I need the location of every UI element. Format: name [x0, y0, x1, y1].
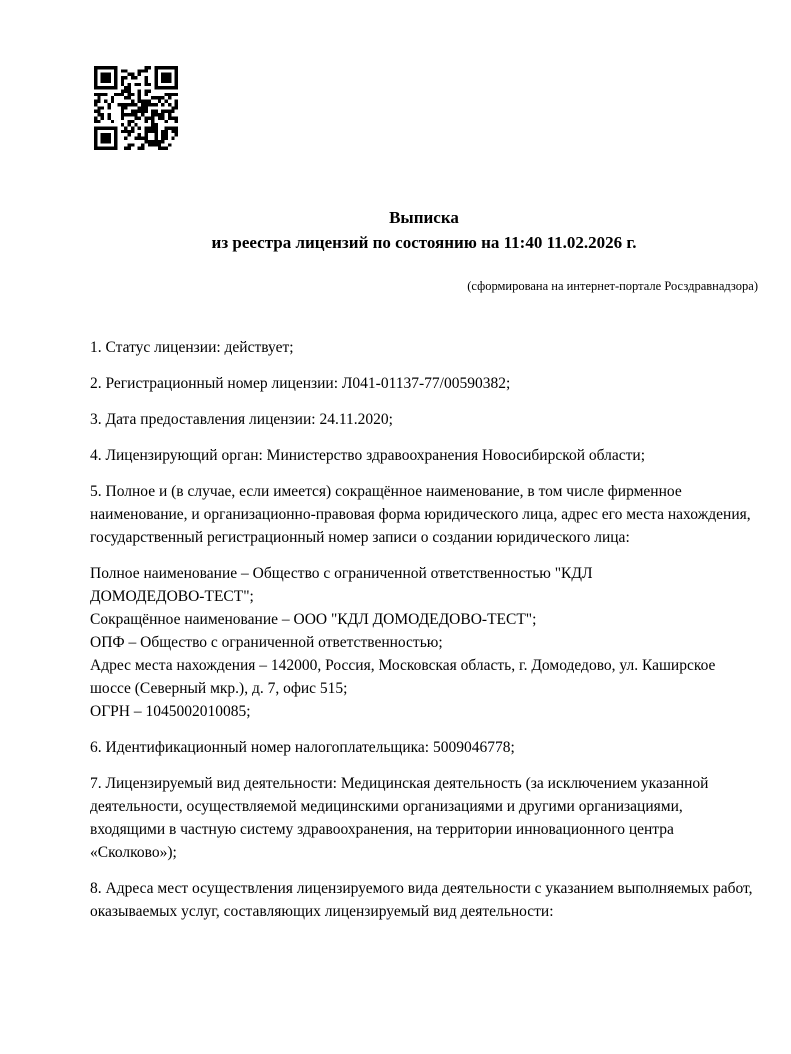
title-line-1: Выписка [389, 208, 459, 227]
org-address: Адрес места нахождения – 142000, Россия, Московская область, г. Домодедово, ул. Каширское шоссе (Северный мкр.), д. 7, офис 515; [90, 657, 716, 697]
org-legal-form: ОПФ – Общество с ограниченной ответственностью; [90, 634, 443, 651]
para-registration-number: 2. Регистрационный номер лицензии: Л041-01137-77/00590382; [90, 375, 511, 392]
para-license-status: 1. Статус лицензии: действует; [90, 339, 294, 356]
org-details-block [90, 562, 758, 723]
org-full-name: Полное наименование – Общество с ограниченной ответственностью "КДЛ ДОМОДЕДОВО-ТЕСТ"; [90, 565, 593, 605]
org-ogrn: ОГРН – 1045002010085; [90, 703, 251, 720]
title-line-2: из реестра лицензий по состоянию на 11:40 11.02.2026 г. [211, 233, 637, 252]
para-org-names-heading: 5. Полное и (в случае, если имеется) сокращённое наименование, в том числе фирменное наименование, и организационно-правовая форма юридического лица, адрес его места нахождения, государственный регистрационный номер записи о создании юридического лица: [90, 483, 751, 546]
document-title [90, 205, 758, 255]
para-activity-addresses-heading: 8. Адреса мест осуществления лицензируемого вида деятельности с указанием выполняемых работ, оказываемых услуг, составляющих лицензируемый вид деятельности: [90, 880, 753, 920]
para-grant-date: 3. Дата предоставления лицензии: 24.11.2020; [90, 411, 393, 428]
para-licensing-authority: 4. Лицензирующий орган: Министерство здравоохранения Новосибирской области; [90, 447, 646, 464]
document-content [90, 0, 758, 923]
document-subtitle: (сформирована на интернет-портале Росздравнадзора) [467, 279, 758, 293]
org-short-name: Сокращённое наименование – ООО "КДЛ ДОМОДЕДОВО-ТЕСТ"; [90, 611, 537, 628]
para-inn: 6. Идентификационный номер налогоплательщика: 5009046778; [90, 739, 515, 756]
para-licensed-activity: 7. Лицензируемый вид деятельности: Медицинская деятельность (за исключением указанной деятельности, осуществляемой медицинскими организациями и другими организациями, входящими в частную систему здравоохранения, на территории инновационного центра «Сколково»); [90, 775, 709, 861]
